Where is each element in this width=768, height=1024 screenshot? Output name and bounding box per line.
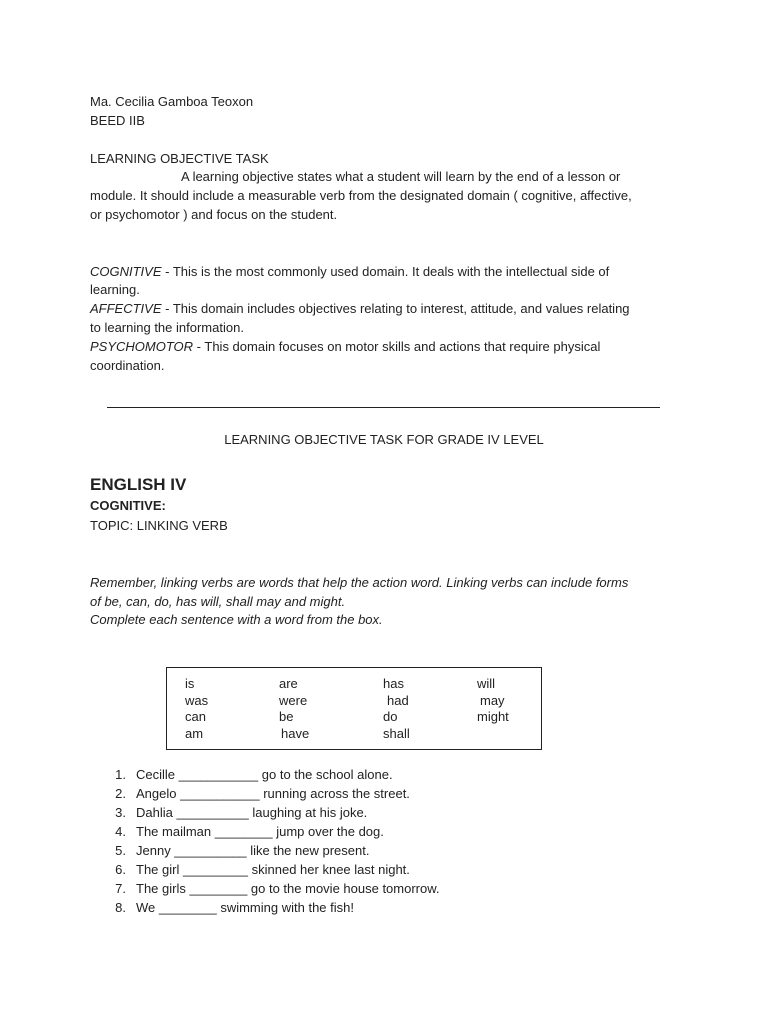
question-number: 5. [115, 843, 126, 858]
question-number: 2. [115, 786, 126, 801]
psychomotor-definition [90, 337, 600, 356]
word-box-item: be [279, 709, 294, 724]
affective-definition-cont: to learning the information. [90, 320, 244, 335]
question-text: Angelo ___________ running across the street. [136, 786, 410, 801]
affective-definition [90, 299, 630, 318]
word-box-item: might [477, 709, 509, 724]
affective-text: - This domain includes objectives relating to interest, attitude, and values relating [161, 301, 630, 316]
instruction-line-1: Remember, linking verbs are words that help the action word. Linking verbs can include forms [90, 575, 629, 590]
psychomotor-definition-cont: coordination. [90, 358, 165, 373]
word-box-item: is [185, 676, 195, 691]
question-text: We ________ swimming with the fish! [136, 900, 354, 915]
cognitive-text: - This is the most commonly used domain. It deals with the intellectual side of [161, 264, 610, 279]
question-number: 7. [115, 881, 126, 896]
question-number: 6. [115, 862, 126, 877]
question-text: The mailman ________ jump over the dog. [136, 824, 384, 839]
topic-line: TOPIC: LINKING VERB [90, 518, 228, 533]
section-divider [107, 407, 660, 408]
psychomotor-term: PSYCHOMOTOR [90, 339, 194, 354]
question-text: Cecille ___________ go to the school alone. [136, 767, 393, 782]
subject-heading: ENGLISH IV [90, 475, 187, 494]
question-number: 1. [115, 767, 126, 782]
word-box-item: can [185, 709, 206, 724]
word-box-item: has [383, 676, 404, 691]
intro-paragraph-line-3: or psychomotor ) and focus on the student. [90, 207, 338, 222]
word-box-item: were [279, 692, 308, 708]
cognitive-definition [90, 262, 609, 281]
word-box-item: may [480, 692, 505, 708]
word-box-item: will [477, 676, 496, 691]
cognitive-definition-cont: learning. [90, 282, 140, 297]
question-text: The girl _________ skinned her knee last night. [136, 862, 410, 877]
question-number: 4. [115, 824, 126, 839]
word-box-item: shall [383, 725, 410, 741]
question-text: Dahlia __________ laughing at his joke. [136, 805, 368, 820]
psychomotor-text: - This domain focuses on motor skills and actions that require physical [193, 339, 601, 354]
task-heading: LEARNING OBJECTIVE TASK FOR GRADE IV LEVEL [224, 432, 544, 447]
instruction-line-2: of be, can, do, has will, shall may and might. [90, 594, 346, 609]
word-box-item: have [281, 725, 310, 741]
word-box-item: had [387, 692, 409, 708]
domain-heading: COGNITIVE: [90, 498, 166, 513]
question-text: Jenny __________ like the new present. [136, 843, 370, 858]
word-box [166, 667, 542, 750]
cognitive-term: COGNITIVE [90, 264, 162, 279]
author-name: Ma. Cecilia Gamboa Teoxon [90, 94, 254, 109]
instruction-line-3: Complete each sentence with a word from the box. [90, 612, 383, 627]
word-box-item: was [185, 692, 209, 708]
question-number: 3. [115, 805, 126, 820]
word-box-item: do [383, 709, 398, 724]
intro-paragraph-line-2: module. It should include a measurable verb from the designated domain ( cognitive, affective, [90, 188, 632, 203]
intro-paragraph-line-1: A learning objective states what a student will learn by the end of a lesson or [181, 169, 621, 184]
word-box-item: are [279, 676, 298, 691]
intro-title: LEARNING OBJECTIVE TASK [90, 151, 269, 166]
word-box-item: am [185, 725, 204, 741]
course-section: BEED IIB [90, 113, 145, 128]
question-text: The girls ________ go to the movie house tomorrow. [136, 881, 440, 896]
affective-term: AFFECTIVE [90, 301, 162, 316]
question-number: 8. [115, 900, 126, 915]
